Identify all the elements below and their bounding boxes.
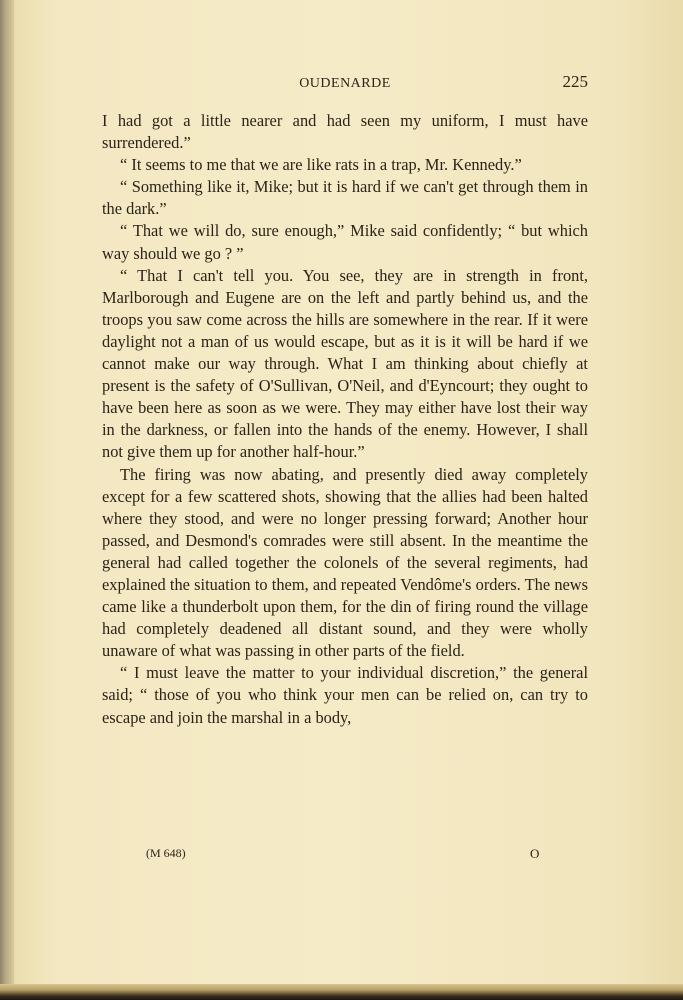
paragraph: “ I must leave the matter to your individual discretion,” the general said; “ those of you who think your men can be relied on, can try to escape and join the marshal in a body, — [102, 663, 588, 727]
page-header — [102, 72, 588, 96]
binding-edge — [0, 0, 14, 1000]
signature-letter: O — [530, 846, 540, 861]
paragraph: “ Something like it, Mike; but it is hard if we can't get through them in the dark.” — [102, 177, 588, 219]
paragraph: “ It seems to me that we are like rats in a trap, Mr. Kennedy.” — [120, 155, 522, 175]
body-text — [102, 110, 588, 729]
paragraph: “ That I can't tell you. You see, they are in strength in front, Marlborough and Eugene are on the left and partly behind us, and the troops you saw come across the hills are somewhere in the rear. If it were daylight not a man of us would escape, but as it is it will be hard if we cannot make our way through. What I am thinking about chiefly at present is the safety of O'Sullivan, O'Neil, and d'Eyncourt; they ought to have been here as soon as we were. They may either have lost their way in the darkness, or fallen into the hands of the enemy. However, I shall not give them up for another half-hour.” — [102, 265, 588, 462]
paragraph: I had got a little nearer and had seen my uniform, I must have surrendered.” — [102, 111, 588, 153]
signature-mark: (M 648) — [146, 846, 186, 860]
page-number: 225 — [562, 72, 588, 91]
paragraph: The firing was now abating, and presently died away completely except for a few scattered shots, showing that the allies had been halted where they stood, and were no longer pressing forward; Another hour passed, and Desmond's comrades were still absent. In the meantime the general had called together the colonels of the several regiments, had explained the situation to them, and repeated Vendôme's orders. The news came like a thunderbolt upon them, for the din of firing round the village had completely deadened all distant sound, and they were wholly unaware of what was passing in other parts of the field. — [102, 464, 588, 661]
page-bottom-edge — [0, 984, 683, 1000]
paragraph: “ That we will do, sure enough,” Mike said confidently; “ but which way should we go ? ” — [102, 221, 588, 263]
running-head: OUDENARDE — [299, 76, 391, 91]
page-footer — [146, 846, 546, 866]
